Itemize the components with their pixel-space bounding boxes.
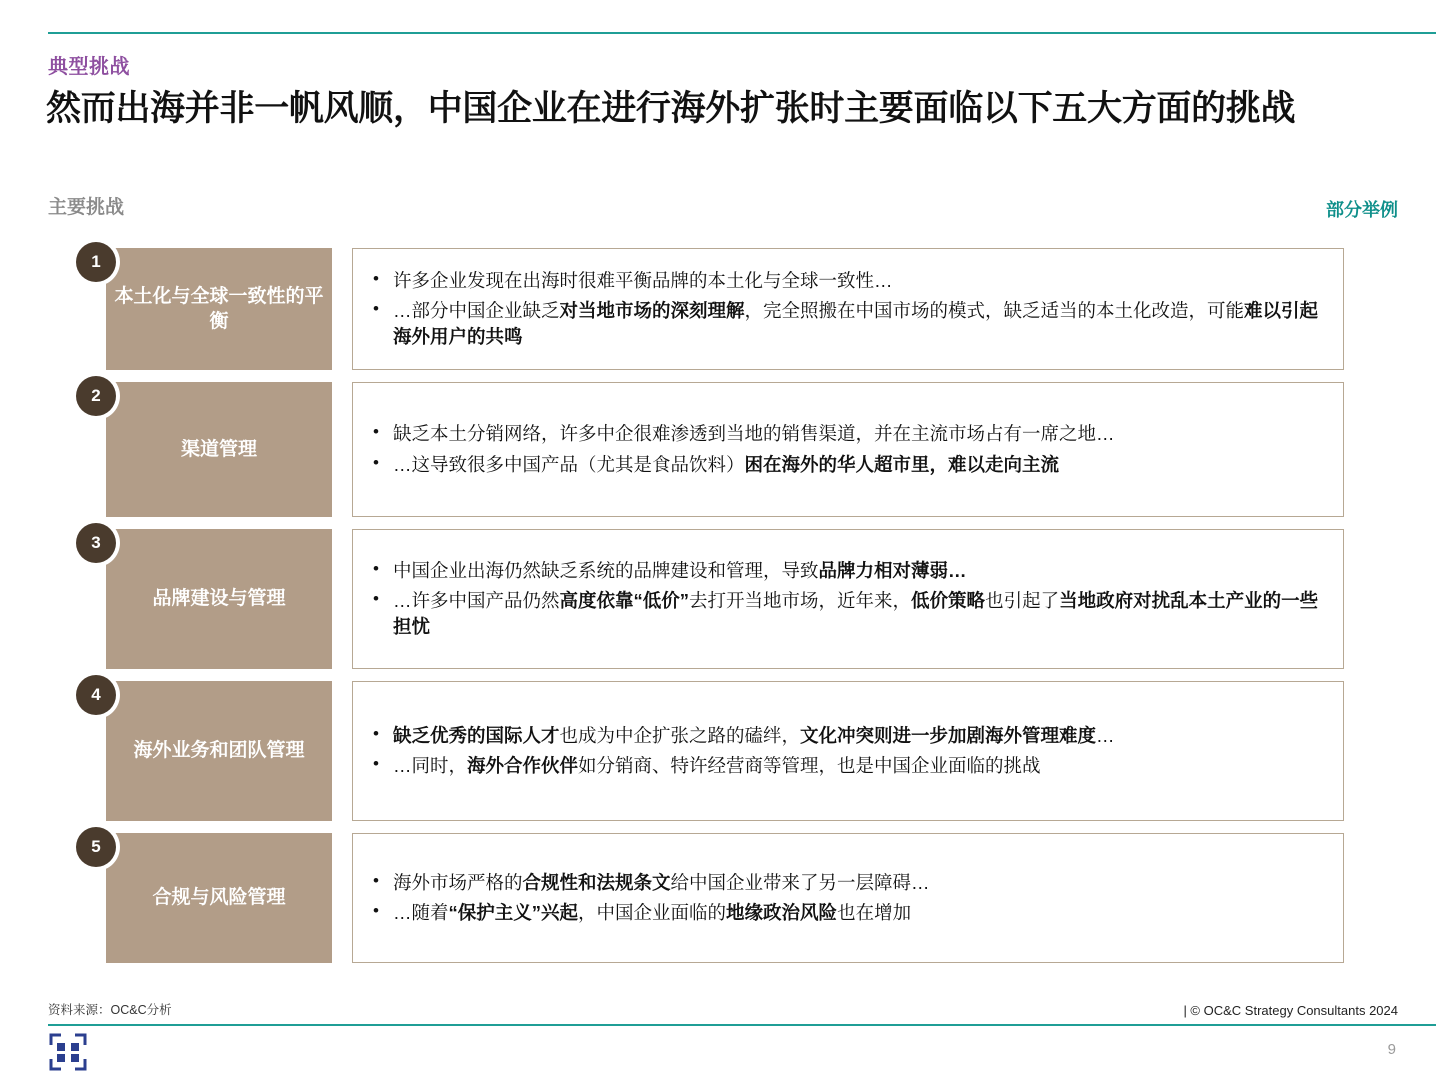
challenge-number-badge: 2 (76, 376, 116, 416)
challenges-matrix (0, 248, 1440, 963)
example-bullet: • …随着“保护主义”兴起，中国企业面临的地缘政治风险也在增加 (367, 900, 1325, 926)
challenge-label: 合规与风险管理 (106, 833, 332, 963)
eyebrow-label: 典型挑战 (48, 56, 130, 78)
challenge-number-badge: 4 (76, 675, 116, 715)
page-number: 9 (1387, 1041, 1396, 1058)
example-list (367, 421, 1325, 478)
challenge-label: 渠道管理 (106, 382, 332, 517)
example-bullet: • …部分中国企业缺乏对当地市场的深刻理解，完全照搬在中国市场的模式，缺乏适当的本土化改造，可能难以引起海外用户的共鸣 (367, 298, 1325, 351)
copyright-note: | © OC&C Strategy Consultants 2024 (1183, 1003, 1398, 1018)
challenge-label: 海外业务和团队管理 (106, 681, 332, 821)
challenge-label: 本土化与全球一致性的平衡 (106, 248, 332, 370)
column-header-right: 部分举例 (1326, 200, 1398, 220)
example-bullet: • …同时，海外合作伙伴如分销商、特许经营商等管理，也是中国企业面临的挑战 (367, 753, 1325, 779)
challenge-examples-box (352, 248, 1344, 370)
top-divider (48, 32, 1436, 34)
challenge-label: 品牌建设与管理 (106, 529, 332, 669)
example-bullet: • 中国企业出海仍然缺乏系统的品牌建设和管理，导致品牌力相对薄弱… (367, 558, 1325, 584)
bottom-divider (48, 1024, 1436, 1026)
example-bullet: • …这导致很多中国产品（尤其是食品饮料）困在海外的华人超市里，难以走向主流 (367, 452, 1325, 478)
occ-logo-icon (48, 1032, 88, 1072)
example-bullet: • 许多企业发现在出海时很难平衡品牌的本土化与全球一致性… (367, 268, 1325, 294)
challenge-examples-box (352, 833, 1344, 963)
challenge-number-badge: 1 (76, 242, 116, 282)
example-list (367, 870, 1325, 927)
challenge-examples-box (352, 681, 1344, 821)
example-list (367, 723, 1325, 780)
challenge-row (0, 529, 1440, 669)
challenge-examples-box (352, 382, 1344, 517)
challenge-number-badge: 3 (76, 523, 116, 563)
challenge-row (0, 833, 1440, 963)
example-bullet: • 海外市场严格的合规性和法规条文给中国企业带来了另一层障碍… (367, 870, 1325, 896)
challenge-row (0, 248, 1440, 370)
example-list (367, 268, 1325, 351)
example-list (367, 558, 1325, 641)
example-bullet: • …许多中国产品仍然高度依靠“低价”去打开当地市场，近年来，低价策略也引起了当地政府对扰乱本土产业的一些担忧 (367, 588, 1325, 641)
challenge-row (0, 382, 1440, 517)
challenge-examples-box (352, 529, 1344, 669)
page-title: 然而出海并非一帆风顺，中国企业在进行海外扩张时主要面临以下五大方面的挑战 (46, 89, 1296, 128)
column-header-left: 主要挑战 (48, 197, 125, 218)
example-bullet: • 缺乏本土分销网络，许多中企很难渗透到当地的销售渠道，并在主流市场占有一席之地… (367, 421, 1325, 447)
source-note: 资料来源：OC&C分析 (48, 1003, 172, 1017)
challenge-number-badge: 5 (76, 827, 116, 867)
example-bullet: • 缺乏优秀的国际人才也成为中企扩张之路的磕绊，文化冲突则进一步加剧海外管理难度… (367, 723, 1325, 749)
challenge-row (0, 681, 1440, 821)
